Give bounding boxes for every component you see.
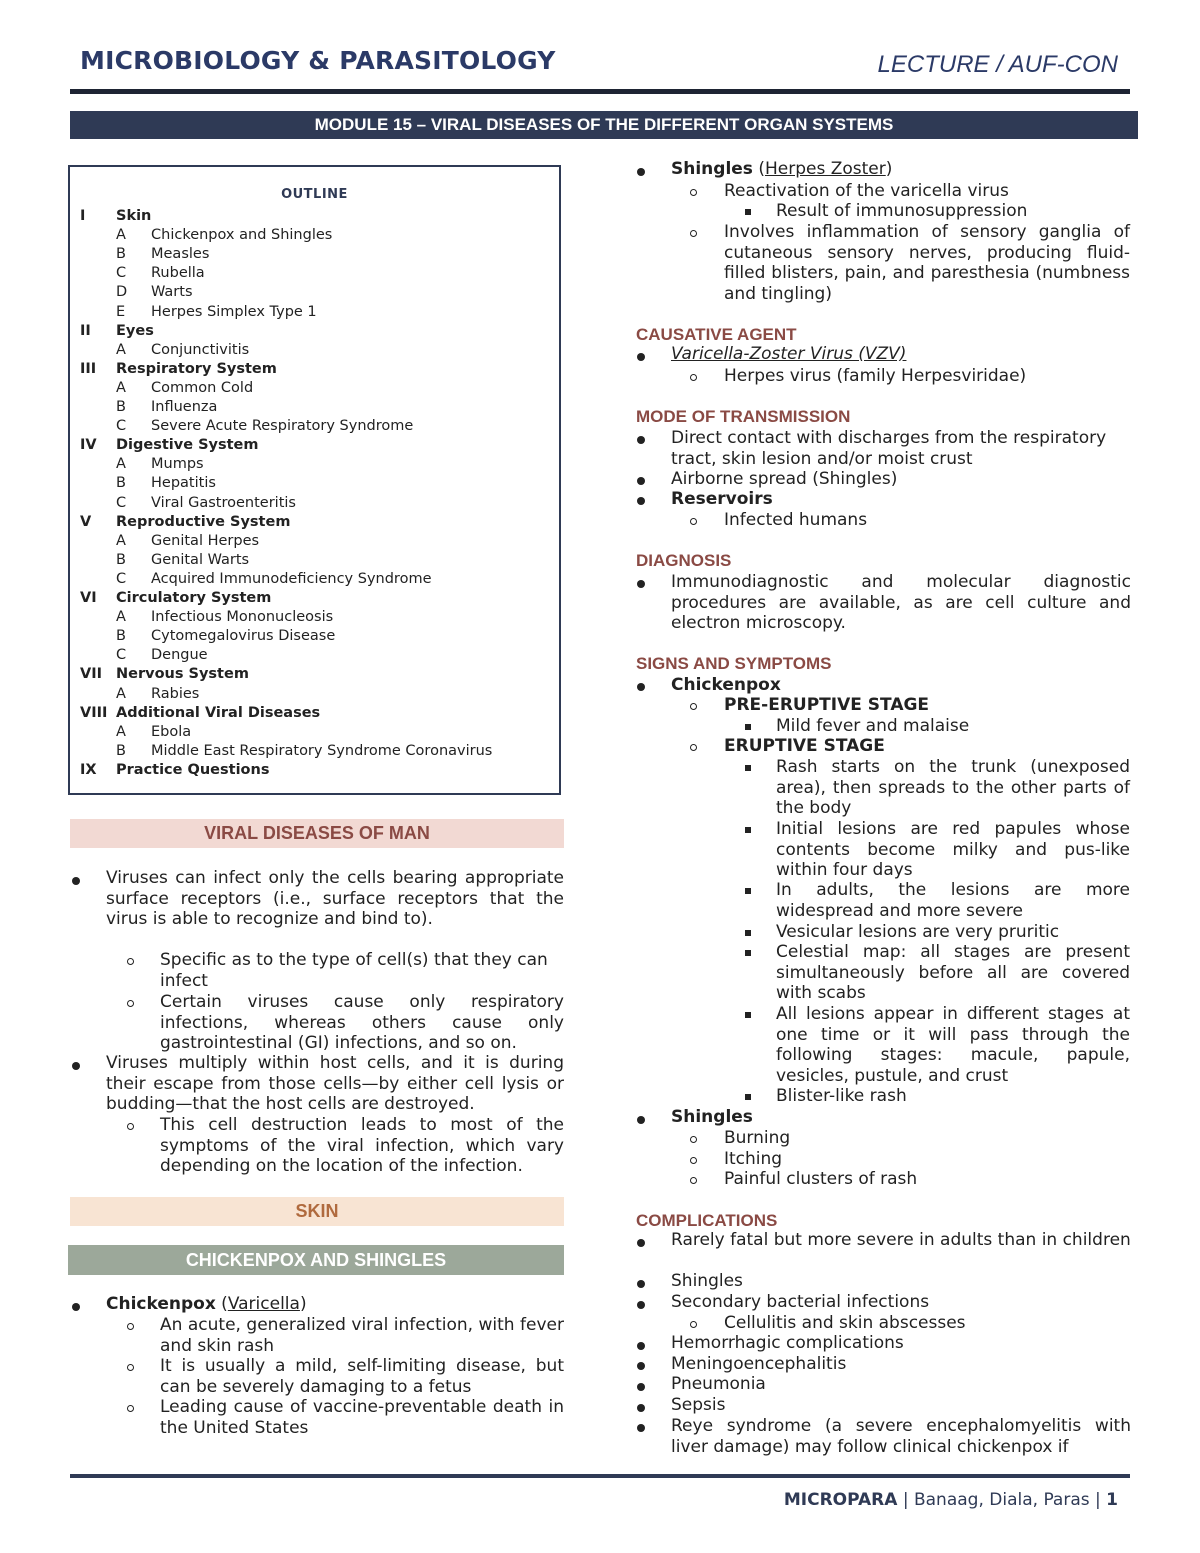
outline-section-number: V xyxy=(80,513,92,530)
paragraph: Involves inflammation of sensory ganglia of cutaneous sensory nerves, producing fluid-filled blisters, pain, and paresthesia (numbness and tingling) xyxy=(724,222,1130,304)
paragraph: An acute, generalized viral infection, with fever and skin rash xyxy=(160,1315,564,1356)
paragraph: Varicella-Zoster Virus (VZV) xyxy=(671,344,907,364)
paragraph: Pneumonia xyxy=(671,1374,766,1394)
outline-item-letter: C xyxy=(116,494,127,511)
paragraph: This cell destruction leads to most of the symptoms of the viral infection, which vary depending on the location of the infection. xyxy=(160,1115,564,1177)
module-banner: MODULE 15 – VIRAL DISEASES OF THE DIFFERENT ORGAN SYSTEMS xyxy=(70,111,1138,139)
heading-diagnosis: DIAGNOSIS xyxy=(636,551,732,570)
bullet-icon xyxy=(72,877,80,885)
paragraph: Initial lesions are red papules whose contents become milky and pus-like within four days xyxy=(776,819,1130,881)
circle-bullet-icon xyxy=(690,1136,697,1143)
outline-item-letter: B xyxy=(116,628,126,645)
outline-item-letter: C xyxy=(116,418,127,435)
outline-item-letter: A xyxy=(116,341,126,358)
outline-section-title: Respiratory System xyxy=(116,360,277,377)
section-band-skin: SKIN xyxy=(70,1197,564,1226)
paragraph: Result of immunosuppression xyxy=(776,201,1028,221)
outline-section-number: III xyxy=(80,360,97,377)
bullet-icon xyxy=(637,477,645,485)
outline-item-letter: D xyxy=(116,284,128,301)
paragraph: Shingles xyxy=(671,1107,753,1127)
square-bullet-icon xyxy=(745,950,751,956)
circle-bullet-icon xyxy=(127,1323,134,1330)
paragraph: Reye syndrome (a severe encephalomyelitis with liver damage) may follow clinical chickenpox if xyxy=(671,1416,1131,1457)
paragraph: Shingles xyxy=(671,1271,743,1291)
paragraph: Cellulitis and skin abscesses xyxy=(724,1313,966,1333)
outline-item-title: Chickenpox and Shingles xyxy=(151,227,333,244)
outline-item-title: Herpes Simplex Type 1 xyxy=(151,303,317,320)
bullet-icon xyxy=(637,1239,645,1247)
square-bullet-icon xyxy=(745,1094,751,1100)
section-band-viral-diseases: VIRAL DISEASES OF MAN xyxy=(70,819,564,848)
footer-authors: | Banaag, Diala, Paras | xyxy=(897,1490,1107,1510)
outline-item-letter: B xyxy=(116,551,126,568)
paragraph: Mild fever and malaise xyxy=(776,716,970,736)
outline-item-letter: A xyxy=(116,532,126,549)
circle-bullet-icon xyxy=(690,230,697,237)
outline-item-title: Genital Warts xyxy=(151,551,250,568)
term: Shingles xyxy=(671,159,753,179)
outline-item-letter: C xyxy=(116,647,127,664)
circle-bullet-icon xyxy=(690,744,697,751)
outline-item-title: Middle East Respiratory Syndrome Coronavirus xyxy=(151,742,493,759)
outline-title: OUTLINE xyxy=(281,187,348,202)
circle-bullet-icon xyxy=(690,1321,697,1328)
outline-item-title: Rabies xyxy=(151,685,200,702)
bullet-icon xyxy=(637,497,645,505)
paragraph: Rarely fatal but more severe in adults than in children xyxy=(671,1230,1131,1250)
shingles-heading: Shingles (Herpes Zoster) xyxy=(671,159,893,179)
bullet-icon xyxy=(637,1280,645,1288)
paragraph: Secondary bacterial infections xyxy=(671,1292,930,1312)
circle-bullet-icon xyxy=(690,1157,697,1164)
outline-item-title: Dengue xyxy=(151,647,208,664)
circle-bullet-icon xyxy=(690,189,697,196)
bullet-icon xyxy=(637,1301,645,1309)
term: Chickenpox xyxy=(106,1294,216,1314)
outline-item-letter: B xyxy=(116,399,126,415)
paragraph: Immunodiagnostic and molecular diagnostic procedures are available, as are cell culture and electron microscopy. xyxy=(671,572,1131,634)
paragraph: Hemorrhagic complications xyxy=(671,1333,904,1353)
outline-section-title: Digestive System xyxy=(116,437,259,454)
outline-section-title: Nervous System xyxy=(116,666,249,683)
outline-box xyxy=(68,165,561,795)
bullet-icon xyxy=(637,436,645,444)
bullet-icon xyxy=(637,1424,645,1432)
paragraph: ERUPTIVE STAGE xyxy=(724,736,885,756)
heading-signs-symptoms: SIGNS AND SYMPTOMS xyxy=(636,654,832,673)
outline-item-title: Influenza xyxy=(151,399,218,415)
bullet-icon xyxy=(637,1383,645,1391)
square-bullet-icon xyxy=(745,765,751,771)
square-bullet-icon xyxy=(745,888,751,894)
circle-bullet-icon xyxy=(690,518,697,525)
outline-section-number: IV xyxy=(80,437,97,454)
paragraph: All lesions appear in different stages at one time or it will pass through the following stages: macule, papule, vesicles, pustule, and crust xyxy=(776,1004,1130,1086)
outline-item-title: Warts xyxy=(151,284,193,301)
outline-item-letter: B xyxy=(116,475,126,492)
outline-section-title: Additional Viral Diseases xyxy=(116,704,321,721)
lecture-label: LECTURE / AUF-CON xyxy=(877,51,1118,78)
bullet-icon xyxy=(637,1404,645,1412)
bullet-icon xyxy=(637,1116,645,1124)
paragraph: Reactivation of the varicella virus xyxy=(724,181,1009,201)
outline-section-title: Eyes xyxy=(116,322,154,339)
outline-item-letter: B xyxy=(116,246,126,263)
paragraph: In adults, the lesions are more widespread and more severe xyxy=(776,880,1130,921)
square-bullet-icon xyxy=(745,930,751,936)
footer-brand: MICROPARA xyxy=(783,1490,898,1510)
outline-item-letter: A xyxy=(116,723,126,740)
outline-item-title: Acquired Immunodeficiency Syndrome xyxy=(151,570,432,587)
outline-section-number: VI xyxy=(80,590,97,606)
outline-item-title: Common Cold xyxy=(151,379,254,396)
circle-bullet-icon xyxy=(127,1123,134,1130)
outline-item-letter: C xyxy=(116,570,127,587)
outline-section-title: Practice Questions xyxy=(116,761,270,778)
outline-item-title: Ebola xyxy=(151,723,192,740)
outline-item-title: Genital Herpes xyxy=(151,532,260,549)
outline-item-title: Mumps xyxy=(151,456,204,473)
paragraph: Blister-like rash xyxy=(776,1086,907,1106)
paragraph: Burning xyxy=(724,1128,791,1148)
paragraph: Direct contact with discharges from the respiratory tract, skin lesion and/or moist crust xyxy=(671,428,1107,469)
paragraph: Painful clusters of rash xyxy=(724,1169,918,1189)
section-band-chickenpox-shingles: CHICKENPOX AND SHINGLES xyxy=(68,1245,564,1275)
outline-item-letter: A xyxy=(116,379,126,396)
bullet-icon xyxy=(72,1303,80,1311)
paragraph: Meningoencephalitis xyxy=(671,1354,847,1374)
outline-section-number: II xyxy=(80,322,91,339)
square-bullet-icon xyxy=(745,209,751,215)
paragraph: Celestial map: all stages are present simultaneously before all are covered with scabs xyxy=(776,942,1130,1004)
bullet-icon xyxy=(637,683,645,691)
square-bullet-icon xyxy=(745,1012,751,1018)
circle-bullet-icon xyxy=(690,1177,697,1184)
heading-complications: COMPLICATIONS xyxy=(636,1211,778,1230)
paragraph: It is usually a mild, self-limiting disease, but can be severely damaging to a fetus xyxy=(160,1356,564,1397)
term-alias: Herpes Zoster xyxy=(764,159,886,179)
paragraph: Viruses can infect only the cells bearing appropriate surface receptors (i.e., surface receptors that the virus is able to recognize and bind to). xyxy=(106,868,564,930)
outline-item-letter: E xyxy=(116,303,126,320)
paragraph: Itching xyxy=(724,1149,783,1169)
outline-item-title: Conjunctivitis xyxy=(151,341,250,358)
paragraph: Certain viruses cause only respiratory infections, whereas others cause only gastrointestinal (GI) infections, and so on. xyxy=(160,992,564,1054)
document-title: MICROBIOLOGY & PARASITOLOGY xyxy=(80,46,556,75)
outline-section-title: Reproductive System xyxy=(116,513,291,530)
outline-item-title: Viral Gastroenteritis xyxy=(151,494,296,511)
outline-section-title: Skin xyxy=(116,208,152,224)
paragraph: Infected humans xyxy=(724,510,868,530)
outline-item-letter: A xyxy=(116,609,126,626)
bullet-icon xyxy=(637,1342,645,1350)
outline-section-number: VIII xyxy=(80,704,108,721)
outline-item-title: Measles xyxy=(151,246,210,263)
outline-section-number: I xyxy=(80,208,86,224)
paragraph: Viruses multiply within host cells, and it is during their escape from those cells—by either cell lysis or budding—that the host cells are destroyed. xyxy=(106,1053,564,1115)
chickenpox-heading: Chickenpox (Varicella) xyxy=(106,1294,307,1314)
outline-section-number: VII xyxy=(80,666,103,683)
bullet-icon xyxy=(637,168,645,176)
paragraph: Vesicular lesions are very pruritic xyxy=(776,922,1060,942)
circle-bullet-icon xyxy=(690,374,697,381)
page-footer xyxy=(784,1490,1118,1510)
paragraph: Chickenpox xyxy=(671,675,781,695)
paragraph: Sepsis xyxy=(671,1395,726,1415)
paragraph: Specific as to the type of cell(s) that they can infect xyxy=(160,950,548,991)
outline-item-title: Infectious Mononucleosis xyxy=(151,609,334,626)
outline-item-title: Severe Acute Respiratory Syndrome xyxy=(151,418,414,435)
outline-item-letter: A xyxy=(116,685,126,702)
outline-item-title: Rubella xyxy=(151,265,205,282)
outline-item-letter: A xyxy=(116,227,126,244)
bullet-icon xyxy=(637,1362,645,1370)
paragraph: Leading cause of vaccine-preventable death in the United States xyxy=(160,1397,564,1438)
outline-item-title: Hepatitis xyxy=(151,475,216,492)
paragraph: Reservoirs xyxy=(671,489,773,509)
outline-section-number: IX xyxy=(80,761,97,778)
outline-section-title: Circulatory System xyxy=(116,590,272,606)
page-number: 1 xyxy=(1106,1490,1118,1510)
circle-bullet-icon xyxy=(127,958,134,965)
outline-item-letter: A xyxy=(116,456,126,473)
heading-mode-of-transmission: MODE OF TRANSMISSION xyxy=(636,407,851,426)
paragraph: Airborne spread (Shingles) xyxy=(671,469,898,489)
paragraph: Herpes virus (family Herpesviridae) xyxy=(724,366,1027,386)
outline-item-letter: C xyxy=(116,265,127,282)
bullet-icon xyxy=(637,580,645,588)
paragraph: PRE-ERUPTIVE STAGE xyxy=(724,695,930,715)
footer-rule xyxy=(70,1474,1130,1478)
circle-bullet-icon xyxy=(127,1000,134,1007)
header-rule xyxy=(70,89,1130,94)
bullet-icon xyxy=(72,1062,80,1070)
paragraph: Rash starts on the trunk (unexposed area), then spreads to the other parts of the body xyxy=(776,757,1130,819)
circle-bullet-icon xyxy=(127,1364,134,1371)
circle-bullet-icon xyxy=(127,1405,134,1412)
outline-item-letter: B xyxy=(116,742,126,759)
circle-bullet-icon xyxy=(690,703,697,710)
square-bullet-icon xyxy=(745,724,751,730)
heading-causative-agent: CAUSATIVE AGENT xyxy=(636,325,797,344)
square-bullet-icon xyxy=(745,827,751,833)
outline-item-title: Cytomegalovirus Disease xyxy=(151,628,336,645)
term-alias: Varicella xyxy=(227,1294,300,1314)
bullet-icon xyxy=(637,353,645,361)
